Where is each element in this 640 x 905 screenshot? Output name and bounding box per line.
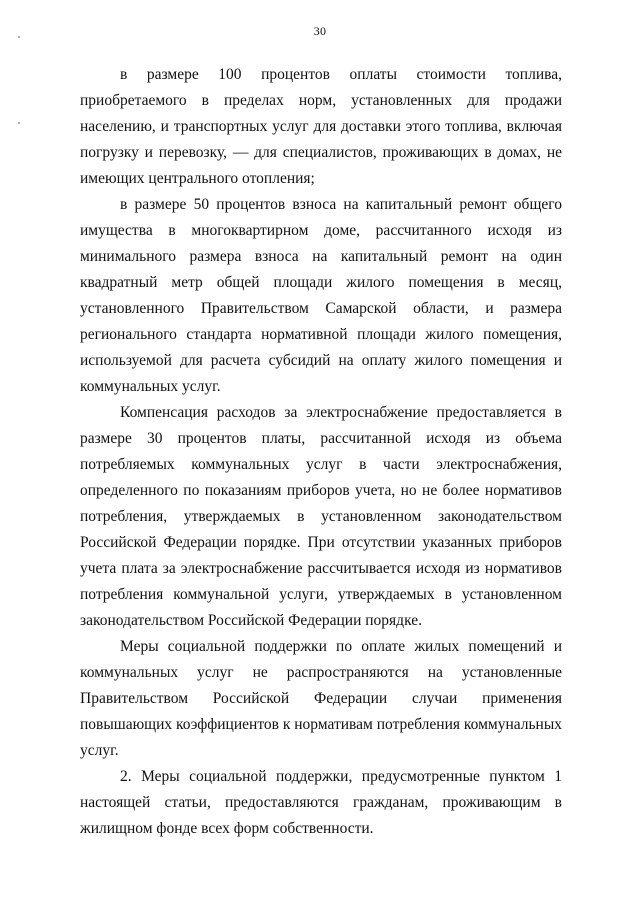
- paragraph-fuel-compensation: в размере 100 процентов оплаты стоимости топлива, приобретаемого в пределах норм, установленных для продажи населению, и транспортных услуг для доставки этого топлива, включая погрузку и перевозку, — для специалистов, проживающих в домах, не имеющих центрального отопления;: [80, 66, 562, 187]
- page-number: 30: [313, 24, 327, 38]
- paragraph-item-2: 2. Меры социальной поддержки, предусмотренные пунктом 1 настоящей статьи, предоставляются гражданам, проживающим в жилищном фонде всех форм собственности.: [80, 768, 562, 837]
- paragraph-coefficients-exclusion: Меры социальной поддержки по оплате жилых помещений и коммунальных услуг не распространяются на установленные Правительством Российской Федерации случаи применения повышающих коэффициентов к нормативам потребления коммунальных услуг.: [80, 638, 563, 759]
- paragraph-electricity-compensation: Компенсация расходов за электроснабжение предоставляется в размере 30 процентов платы, рассчитанной исходя из объема потребляемых коммунальных услуг в части электроснабжения, определенного по показаниям приборов учета, но не более нормативов потребления, утверждаемых в установленном законодательством Российской Федерации порядке. При отсутствии указанных приборов учета плата за электроснабжение рассчитывается исходя из нормативов потребления коммунальной услуги, утверждаемых в установленном законодательством Российской Федерации порядке.: [80, 404, 562, 629]
- paragraph-capital-repair: в размере 50 процентов взноса на капитальный ремонт общего имущества в многоквартирном доме, рассчитанного исходя из минимального размера взноса на капитальный ремонт на один квадратный метр общей площади жилого помещения в месяц, установленного Правительством Самарской области, и размера регионального стандарта нормативной площади жилого помещения, используемой для расчета субсидий на оплату жилого помещения и коммунальных услуг.: [80, 196, 562, 395]
- document-body: [80, 62, 562, 842]
- scan-speck: [18, 122, 20, 124]
